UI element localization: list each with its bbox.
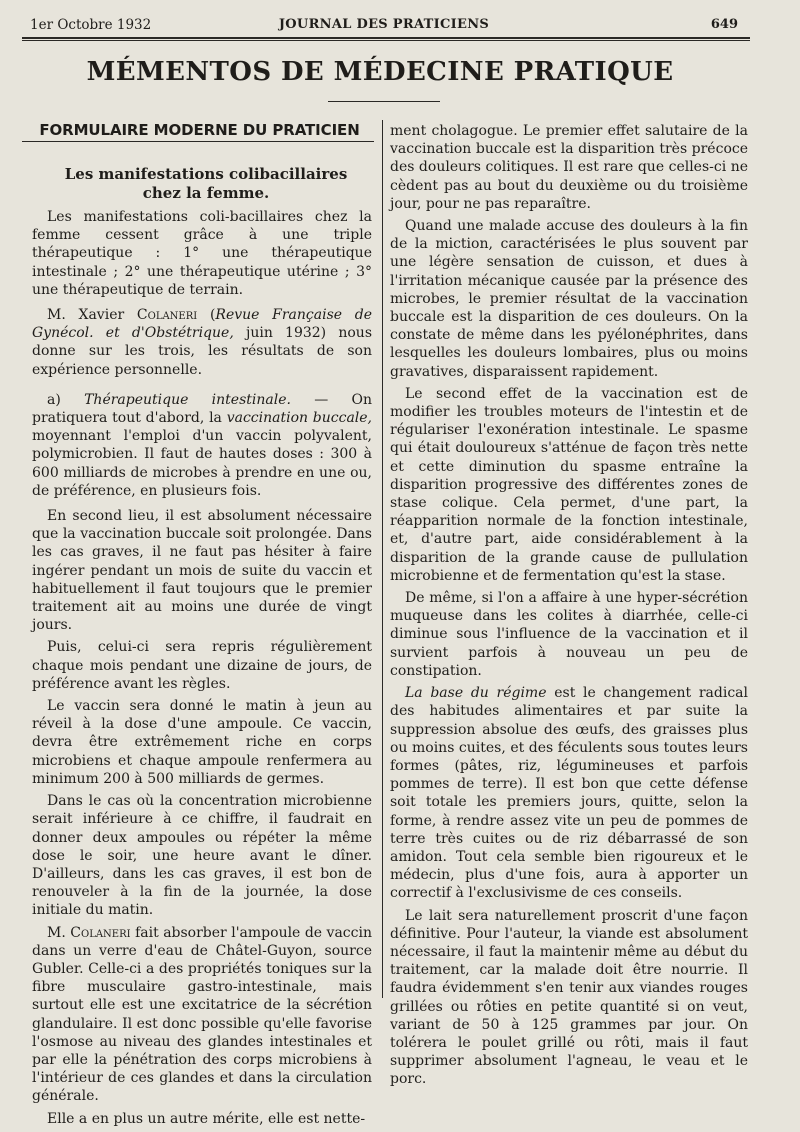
- paragraph: Puis, celui-ci sera repris régulièrement chaque mois pendant une dizaine de jours, de préférence avant les règles.: [32, 639, 372, 692]
- page-number: 649: [710, 17, 738, 32]
- journal-name: JOURNAL DES PRATICIENS: [278, 17, 490, 32]
- paragraph: De même, si l'on a affaire à une hyper-sécrétion muqueuse dans les colites à diarrhée, celle-ci diminue sous l'influence de la vaccination et il survient parfois à nouveau un peu de constipation.: [390, 590, 748, 679]
- paragraph: ment cholagogue. Le premier effet salutaire de la vaccination buccale est la disparition très précoce des douleurs colitiques. Il est rare que celles-ci ne cèdent pas au bout du deuxième ou du troisième jour, pour ne pas reparaître.: [390, 123, 748, 212]
- column-divider: [382, 120, 383, 998]
- section-rule: [22, 141, 374, 142]
- header-rule-thin: [22, 40, 750, 41]
- emphasis: La base du régime: [405, 685, 547, 702]
- paragraph: Elle a en plus un autre mérite, elle est nette-: [47, 1110, 366, 1127]
- journal-citation: Revue Française de Gynécol. et d'Obstétrique,: [32, 307, 373, 342]
- page-title: MÉMENTOS DE MÉDECINE PRATIQUE: [86, 57, 674, 87]
- paragraph: Dans le cas où la concentration microbienne serait inférieure à ce chiffre, il faudrait en donner deux ampoules ou répéter la même dose le soir, une heure avant le dîner. D'ailleurs, dans les cas graves, il est bon de renouveler à la fin de la journée, la dose initiale du matin.: [32, 793, 372, 919]
- paragraph: M. Colaneri fait absorber l'ampoule de vaccin dans un verre d'eau de Châtel-Guyon, source Gubler. Celle-ci a des propriétés toniques sur la fibre musculaire gastro-intestinale, mais surtout elle est une excitatrice de la sécrétion glandulaire. Il est donc possible qu'elle favorise l'osmose au niveau des glandes intestinales et par elle la pénétration des corps microbiens à l'intérieur de ces glandes et dans la circulation générale.: [32, 924, 372, 1105]
- paragraph: Le vaccin sera donné le matin à jeun au réveil à la dose d'une ampoule. Ce vaccin, devra être extrêmement riche en corps microbiens et chaque ampoule renfermera au minimum 200 à 500 milliards de germes.: [32, 698, 372, 787]
- right-column: [390, 122, 748, 1093]
- paragraph: Quand une malade accuse des douleurs à la fin de la miction, caractérisées le plus souvent par une légère sensation de cuisson, et dues à l'irritation mécanique causée par la présence des microbes, le premier résultat de la vaccination buccale est la disparition de ces douleurs. On la constate de même dans les pyélonéphrites, dans lesquelles les douleurs lombaires, plus ou moins gravatives, disparaissent rapidement.: [390, 218, 748, 380]
- running-head: [30, 14, 738, 36]
- left-column: [32, 208, 372, 1132]
- author-name: Colaneri: [70, 924, 131, 941]
- section-title: FORMULAIRE MODERNE DU PRATICIEN: [39, 121, 360, 139]
- article-title-line2: chez la femme.: [142, 184, 270, 202]
- subsection-heading: Thérapeutique intestinale.: [84, 391, 291, 408]
- issue-date: 1er Octobre 1932: [30, 17, 152, 33]
- author-name: Colaneri: [136, 307, 198, 324]
- paragraph: Les manifestations coli-bacillaires chez la femme cessent grâce à une triple thérapeutique : 1° une thérapeutique intestinale ; 2° une thérapeutique utérine ; 3° une thérapeutique de terrain.: [32, 209, 372, 298]
- article-title-line1: Les manifestations colibacillaires: [64, 165, 348, 183]
- paragraph: En second lieu, il est absolument nécessaire que la vaccination buccale soit prolongée. Dans les cas graves, il ne faut pas hésiter à faire ingérer pendant un mois de suite du vaccin et habituellement il faut toujours que le premier traitement ait au moins une durée de vingt jours.: [32, 508, 372, 634]
- header-rule: [22, 37, 750, 39]
- paragraph: Le lait sera naturellement proscrit d'une façon définitive. Pour l'auteur, la viande est absolument nécessaire, il faut la maintenir même au début du traitement, car la malade doit être nourrie. Il faudra évidemment s'en tenir aux viandes rouges grillées ou rôties en petite quantité si on veut, variant de 50 à 125 grammes par jour. On tolérera le poulet grillé ou rôti, mais il faut supprimer absolument l'agneau, le veau et le porc.: [390, 907, 748, 1088]
- paragraph: La base du régime est le changement radical des habitudes alimentaires et par suite la suppression absolue des œufs, des graisses plus ou moins cuites, et des féculents sous toutes leurs formes (pâtes, riz, légumineuses et parfois pommes de terre). Il est bon que cette défense soit totale les premiers jours, quitte, selon la forme, à rendre assez vite un peu de pommes de terre très cuites ou de riz débarrassé de son amidon. Tout cela semble bien rigoureux et le médecin, plus d'une fois, aura à apporter un correctif à l'exclusivisme de ces conseils.: [390, 685, 749, 902]
- article-title: [36, 165, 376, 203]
- title-ornament-rule: [328, 101, 440, 102]
- paragraph: a) Thérapeutique intestinale. — On pratiquera tout d'abord, la vaccination buccale, moyennant l'emploi d'un vaccin polyvalent, polymicrobien. Il faut de hautes doses : 300 à 600 milliards de microbes à prendre en une ou, de préférence, en plusieurs fois.: [32, 391, 373, 499]
- paragraph: M. Xavier Colaneri (Revue Française de Gynécol. et d'Obstétrique, juin 1932) nous donne sur les trois, les résultats de son expérience personnelle.: [32, 307, 373, 378]
- paragraph: Le second effet de la vaccination est de modifier les troubles moteurs de l'intestin et de régulariser l'exonération intestinale. Le spasme qui était douloureux s'atténue de façon très nette et cette diminution du spasme entraîne la disparition progressive des différentes zones de stase colique. Cela permet, d'une part, la réapparition normale de la fonction intestinale, et, d'autre part, aide considérablement à la disparition de la grande cause de pullulation microbienne et de fermentation qu'est la stase.: [390, 385, 748, 584]
